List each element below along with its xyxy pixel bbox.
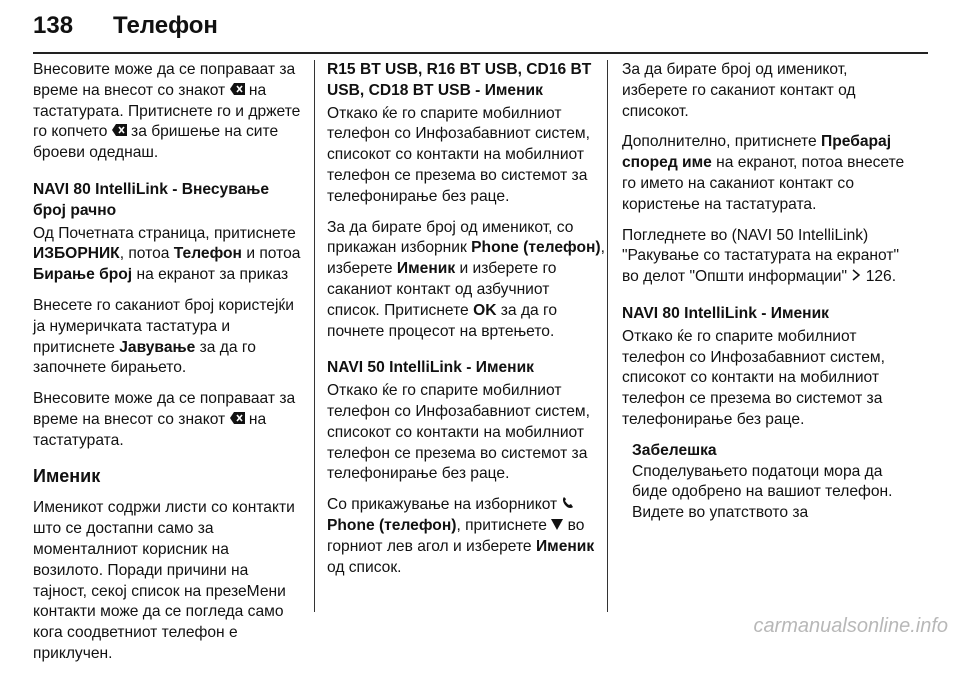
down-triangle-icon [551,519,563,530]
paragraph: Именикот содржи листи со контакти што се достапни само за моменталниот корисник на возилото. Поради причини на тајност, секој список на презеМени контакти може да се погледа само кога соодветниот телефон е приклучен. [33,499,295,662]
text: Внесете го саканиот број користејќи ја нумеричката тастатура и притиснете [33,296,294,356]
watermark: carmanualsonline.info [753,615,948,637]
backspace-icon [230,412,245,424]
text: Од Почетната страница, притиснете [33,224,296,242]
page-header [33,12,928,48]
menu-term: Именик [396,260,456,278]
menu-term: Phone (телефон) [327,516,457,534]
menu-term: Телефон [173,245,242,263]
backspace-icon [112,124,127,136]
paragraph [622,132,914,215]
text: Внесовите може да се поправаат за време на внесот со знакот [33,61,296,99]
chapter-heading: Именик [33,465,101,486]
text: 126. [861,268,897,286]
paragraph [33,224,303,286]
paragraph: Откако ќе го спарите мобилниот телефон со Инфозабавниот систем, списокот со контакти на мобилниот телефон се презема во системот за телефонирање без раце. [622,327,885,428]
text: за да го почнете процесот на вртењето. [327,301,558,340]
note-text: Споделувањето податоци мора да биде одобрено на вашиот телефон. Видете во упатството за [632,462,893,522]
section-heading: NAVI 80 IntelliLink - Внесување број рачно [33,180,270,219]
text: од список. [327,558,402,576]
header-rule [33,52,928,54]
column-divider [314,60,315,612]
menu-term: Именик [535,537,595,555]
text: Со прикажувањe на изборникот [327,496,562,514]
page-number: 138 [33,12,74,39]
paragraph: За да бирате број од именикот, изберете го саканиот контакт од списокот. [622,61,856,120]
page-title: Телефон [113,12,218,39]
backspace-icon [230,83,245,95]
paragraph [33,389,303,451]
text: Внесовите може да се поправаат за време на внесот со знакот [33,390,296,428]
text: Погледнете во (NAVI 50 IntelliLink) "Ракување со тастатурата на екранот" во делот "Општи информации" [622,226,900,286]
note-title: Забелешка [632,441,717,459]
text: , потоа [119,245,174,263]
menu-term: Бирање број [33,266,133,284]
phone-icon [562,496,574,509]
paragraph [327,495,605,578]
section-heading: NAVI 50 IntelliLink - Именик [327,359,534,377]
column-divider [607,60,608,612]
section-heading: R15 BT USB, R16 BT USB, CD16 BT USB, CD18 BT USB - Именик [327,61,592,99]
paragraph [622,226,914,288]
section-heading: NAVI 80 IntelliLink - Именик [622,304,829,322]
text: и потоа [241,245,301,263]
paragraph: Откако ќе го спарите мобилниот телефон со Инфозабавниот систем, списокот со контакти на мобилниот телефон се презема во системот за телефонирање без раце. [327,104,590,205]
paragraph: Откако ќе го спарите мобилниот телефон со Инфозабавниот систем, списокот со контакти на мобилниот телефон се презема во системот за телефонирање без раце. [327,382,590,483]
note-box [632,441,914,524]
text: на екранот за приказ [132,266,289,284]
menu-term: Јавување [119,338,196,356]
menu-term: OK [473,301,497,319]
text: за да го започнете бирањето. [33,338,256,377]
paragraph [33,60,303,164]
text: во горниот лев агол и изберете [327,516,585,555]
text: и изберете го саканиот контакт од азбучниот список. Притиснете [327,260,557,319]
column-2 [327,60,605,588]
page-ref-icon [851,269,861,281]
text: на тастатурата. [33,410,267,449]
text: Дополнително, притиснете [622,133,821,151]
menu-term: ИЗБОРНИК [33,245,120,263]
text: За да бирате број од именикот, со прикажан изборник [327,218,574,257]
text: за бришење на сите броеви одеднаш. [33,123,279,162]
menu-term: Phone (телефон) [471,239,601,257]
paragraph [33,296,303,379]
menu-term: Пребарај според име [622,133,892,172]
text: , притиснете [456,516,552,534]
text: на екранот, потоа внесете го името на саканиот контакт со користење на тастатурата. [622,154,905,213]
paragraph [327,218,605,343]
text: на тастатурата. Притиснете го и држете го копчето [33,81,301,141]
column-3 [622,60,914,524]
text: , изберете [327,239,605,278]
column-1 [33,60,303,675]
